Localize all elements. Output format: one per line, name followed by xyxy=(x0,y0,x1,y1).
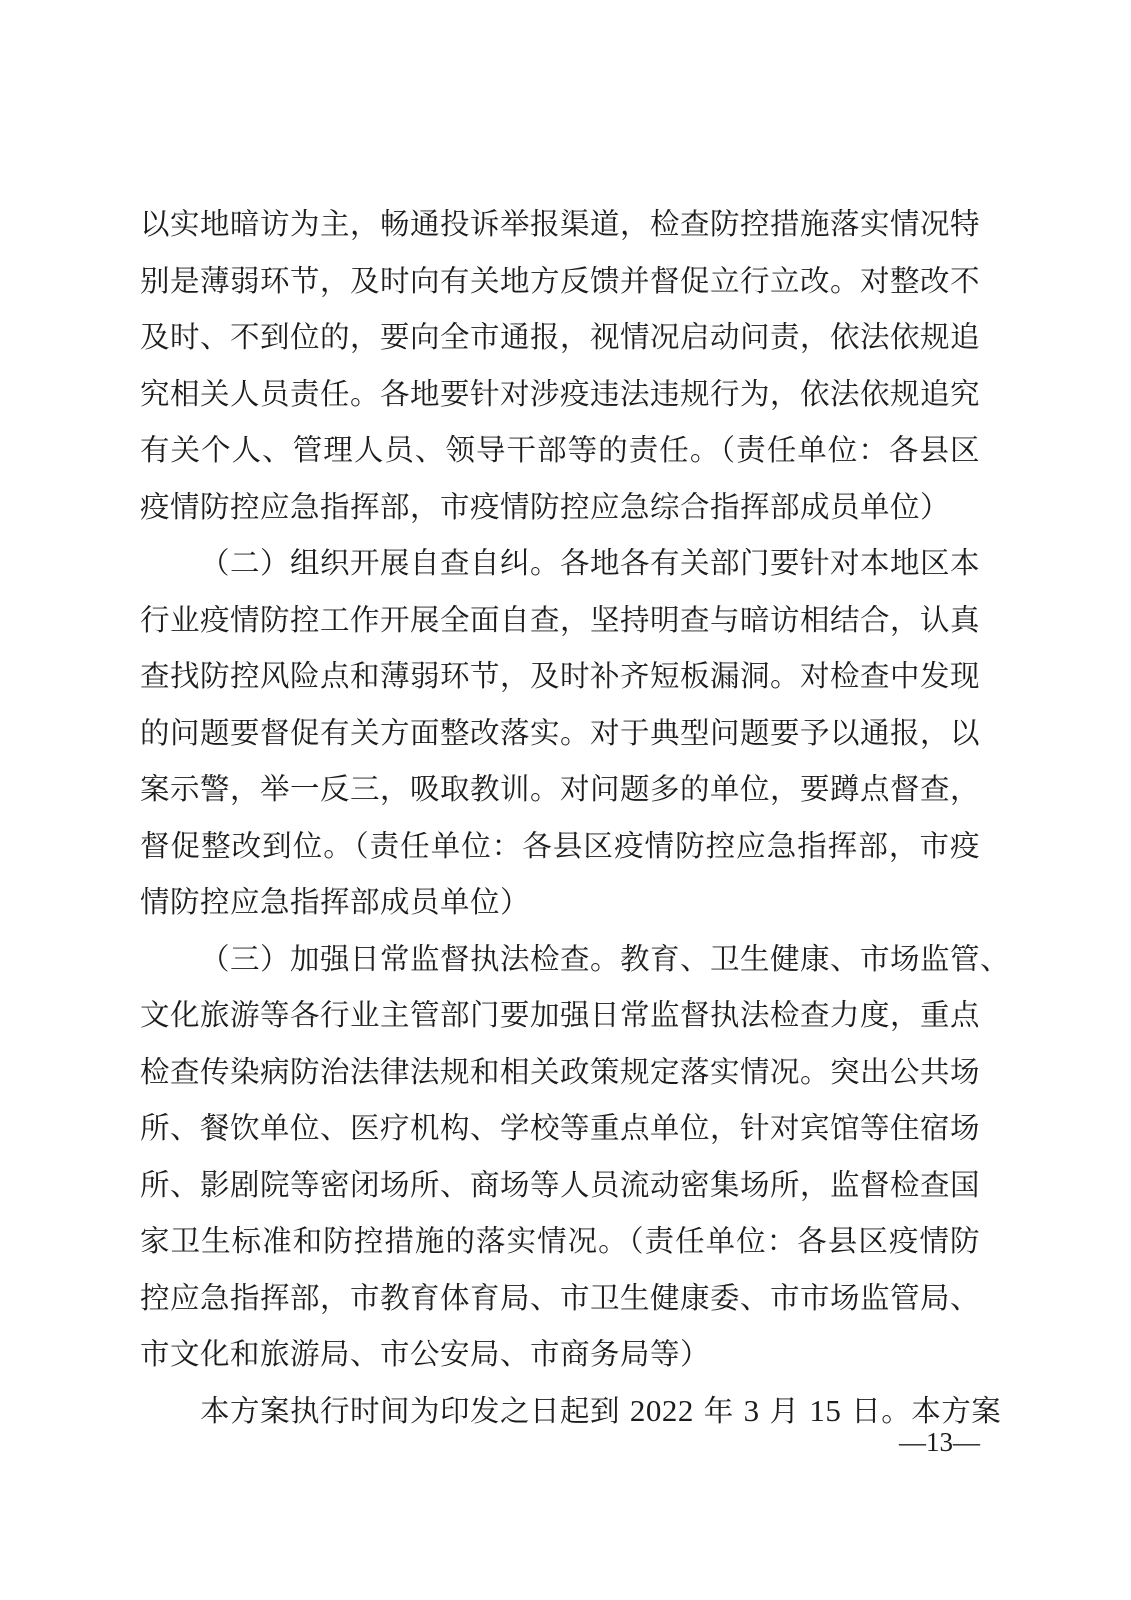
paragraph-2-heading-line: （二）组织开展自查自纠。各地各有关部门要针对本地区本 xyxy=(200,546,981,580)
text-line: 疫情防控应急指挥部，市疫情防控应急综合指挥部成员单位） xyxy=(140,489,951,524)
body-text xyxy=(140,196,1011,1439)
final-paragraph-line xyxy=(140,1383,1002,1440)
text-line: 案示警，举一反三，吸取教训。对问题多的单位，要蹲点督查， xyxy=(140,772,981,806)
text-line: 以实地暗访为主，畅通投诉举报渠道，检查防控措施落实情况特 xyxy=(140,207,981,241)
final-year: 2022 xyxy=(629,1392,694,1428)
text-line: 的问题要督促有关方面整改落实。对于典型问题要予以通报，以 xyxy=(140,715,981,750)
text-line: 行业疫情防控工作开展全面自查，坚持明查与暗访相结合，认真 xyxy=(140,602,981,637)
text-line: 检查传染病防治法律法规和相关政策规定落实情况。突出公共场 xyxy=(140,1054,981,1089)
text-line: 控应急指挥部，市教育体育局、市卫生健康委、市市场监管局、 xyxy=(140,1280,981,1315)
text-line: 督促整改到位。（责任单位：各县区疫情防控应急指挥部，市疫 xyxy=(140,828,980,863)
text-line: 情防控应急指挥部成员单位） xyxy=(140,885,531,919)
text-line: 究相关人员责任。各地要针对涉疫违法违规行为，依法依规追究 xyxy=(140,376,981,411)
final-text-part: 日。本方案 xyxy=(841,1393,1002,1428)
final-month: 3 xyxy=(743,1392,760,1428)
final-text-part: 月 xyxy=(759,1393,810,1428)
text-line: 家卫生标准和防控措施的落实情况。（责任单位：各县区疫情防 xyxy=(140,1224,980,1258)
text-line: 市文化和旅游局、市公安局、市商务局等） xyxy=(140,1337,711,1371)
paragraph-3-heading-line: （三）加强日常监督执法检查。教育、卫生健康、市场监管、 xyxy=(200,941,1011,976)
page-number: —13— xyxy=(899,1427,980,1457)
final-text-part: 年 xyxy=(693,1393,744,1428)
text-line: 所、影剧院等密闭场所、商场等人员流动密集场所，监督检查国 xyxy=(140,1167,981,1202)
text-line: 文化旅游等各行业主管部门要加强日常监督执法检查力度，重点 xyxy=(140,998,981,1032)
final-day: 15 xyxy=(809,1392,842,1428)
text-line: 查找防控风险点和薄弱环节，及时补齐短板漏洞。对检查中发现 xyxy=(140,659,981,693)
text-line: 有关个人、管理人员、领导干部等的责任。（责任单位：各县区 xyxy=(140,433,980,467)
text-line: 别是薄弱环节，及时向有关地方反馈并督促立行立改。对整改不 xyxy=(140,263,981,298)
final-text-part: 本方案执行时间为印发之日起到 xyxy=(200,1393,630,1428)
text-line: 及时、不到位的，要向全市通报，视情况启动问责，依法依规追 xyxy=(140,320,981,354)
text-line: 所、餐饮单位、医疗机构、学校等重点单位，针对宾馆等住宿场 xyxy=(140,1111,981,1145)
